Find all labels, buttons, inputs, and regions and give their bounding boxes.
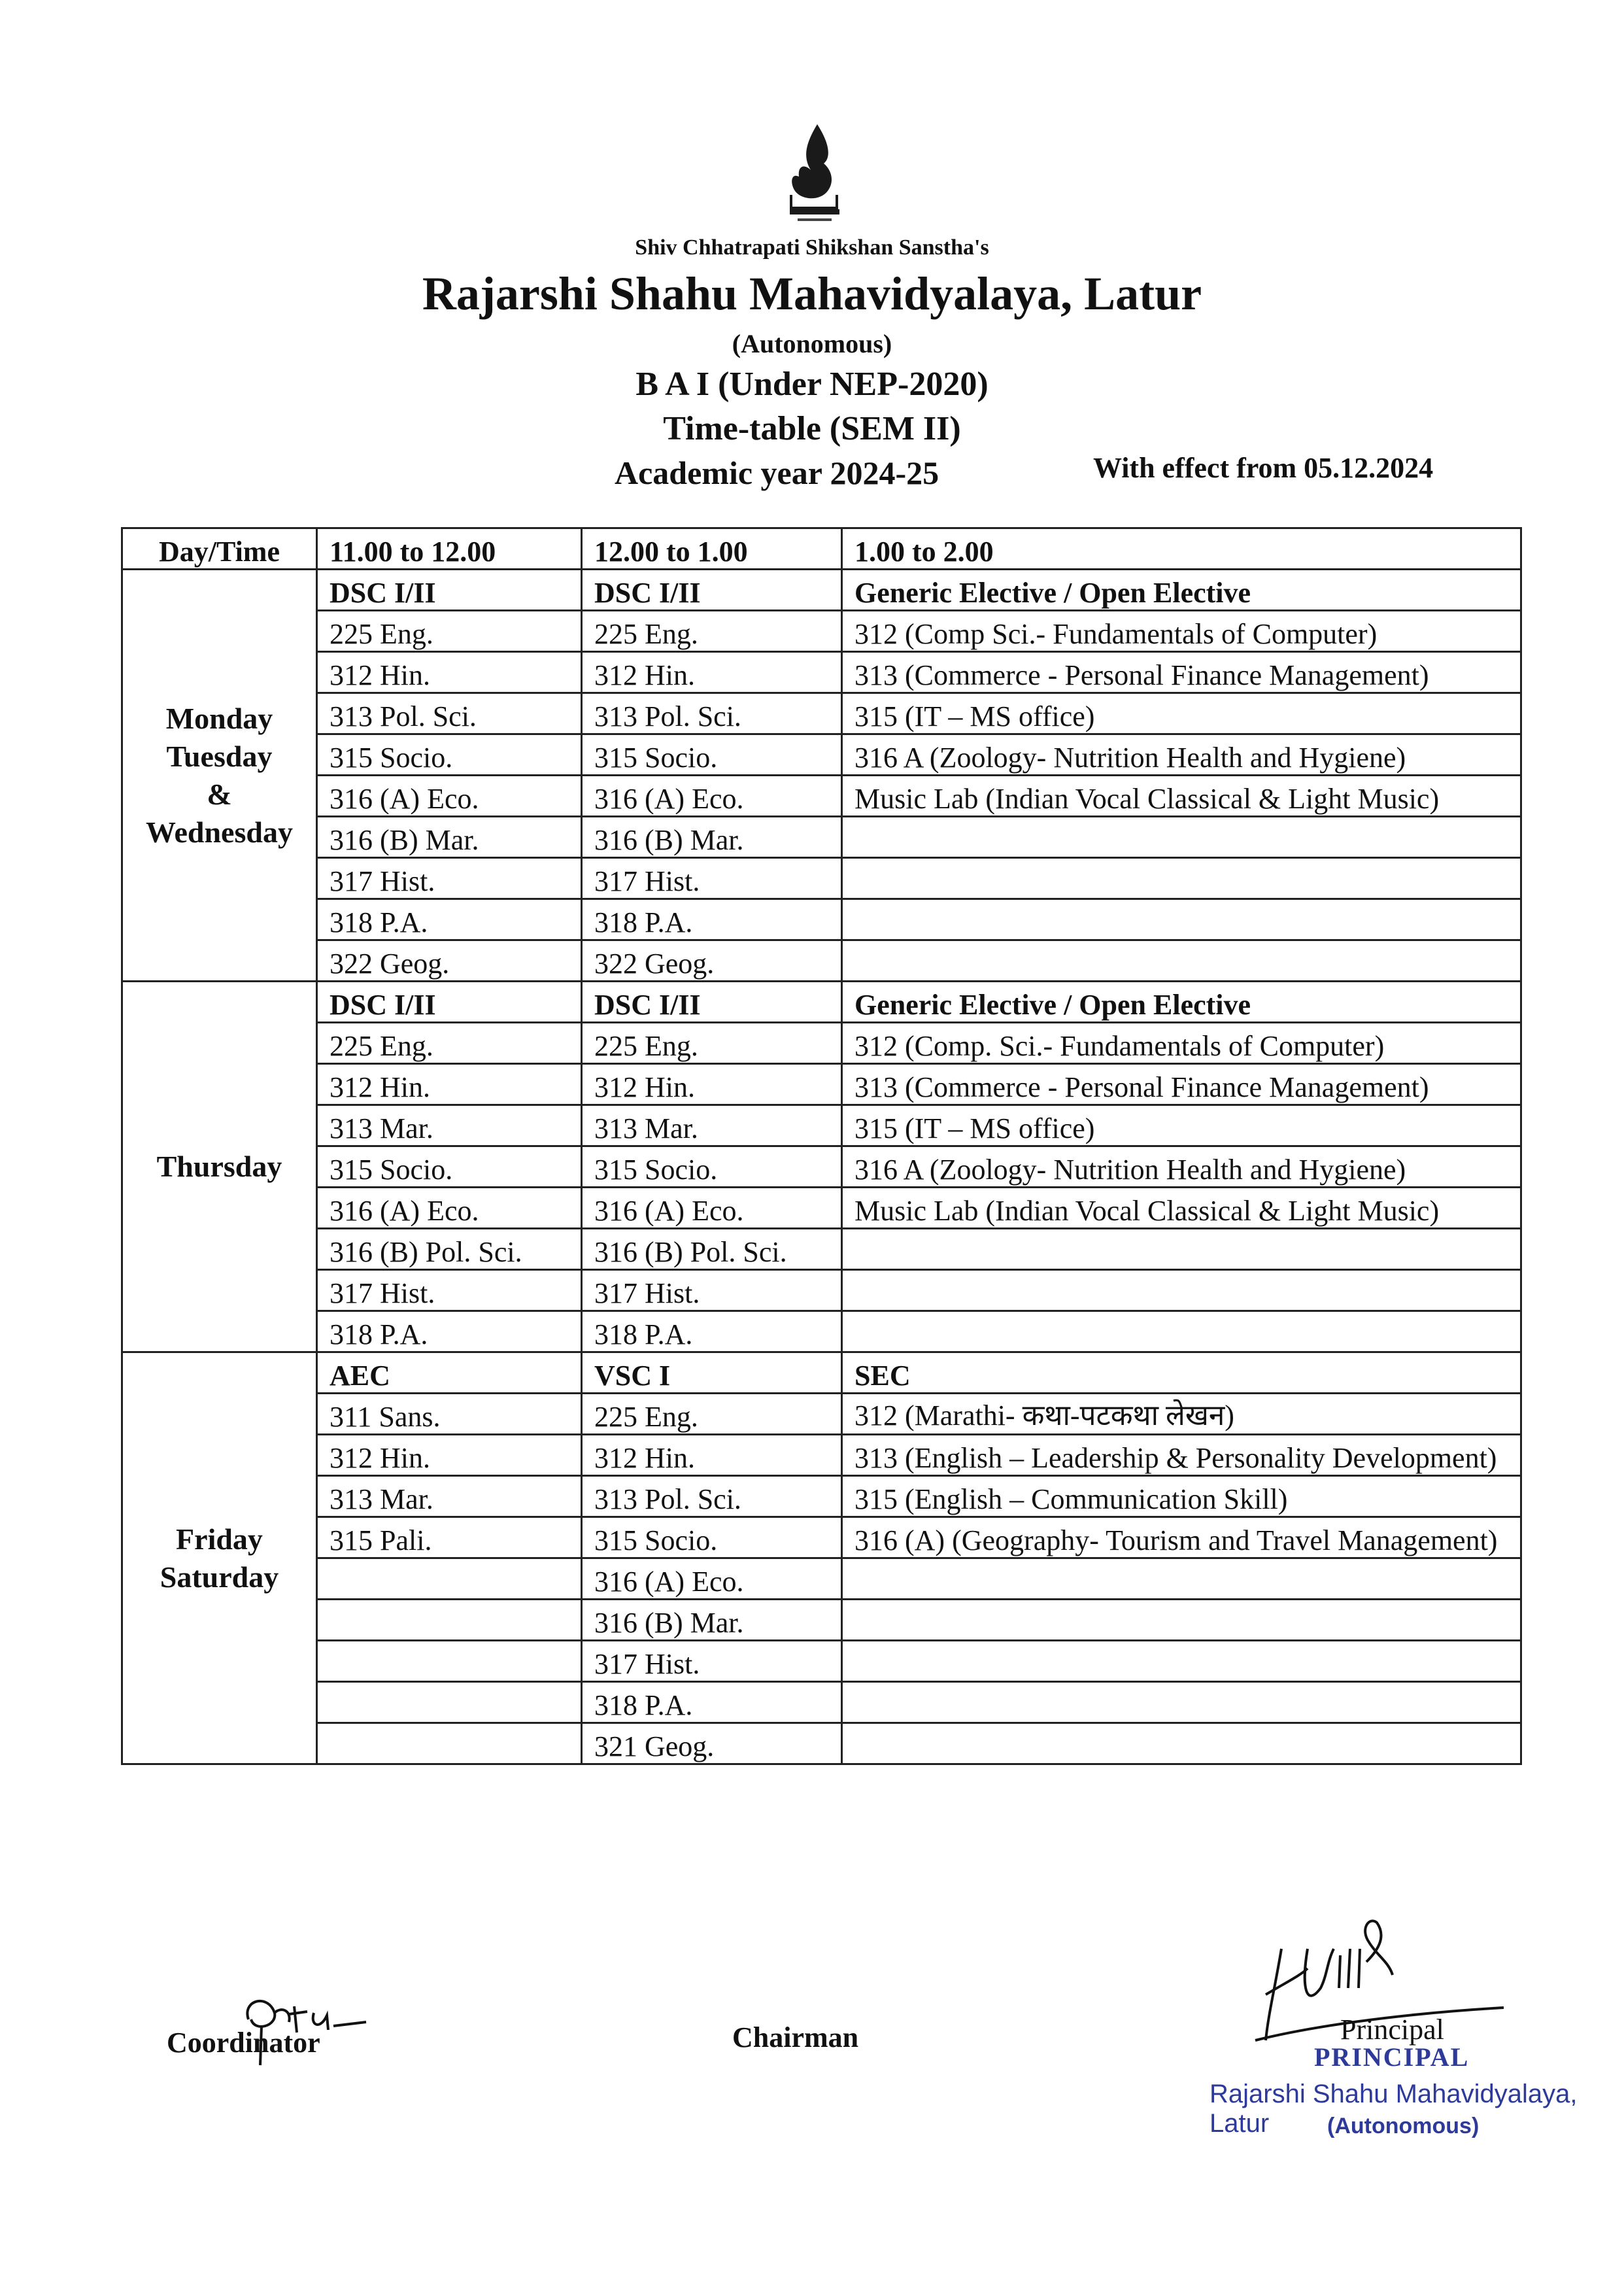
day-cell (122, 982, 317, 1352)
table-row (122, 1023, 1521, 1064)
table-row (122, 1229, 1521, 1270)
table-cell: 316 (A) Eco. (317, 776, 582, 817)
coordinator-label: Coordinator (167, 2027, 320, 2059)
table-cell (842, 1558, 1521, 1600)
table-cell: 316 (A) Eco. (582, 776, 842, 817)
table-row (122, 940, 1521, 982)
table-cell: 311 Sans. (317, 1394, 582, 1435)
table-cell: 318 P.A. (582, 899, 842, 940)
table-cell: 225 Eng. (317, 611, 582, 652)
table-cell: 316 (A) Eco. (582, 1558, 842, 1600)
table-row (122, 1682, 1521, 1723)
autonomous-status: (Autonomous) (732, 329, 892, 358)
course-title: B A I (Under NEP-2020) (635, 366, 989, 403)
column-header: 1.00 to 2.00 (842, 528, 1521, 570)
table-cell (842, 1641, 1521, 1682)
table-cell: 312 (Comp Sci.- Fundamentals of Computer) (842, 611, 1521, 652)
table-cell: 317 Hist. (582, 1641, 842, 1682)
table-row (122, 1394, 1521, 1435)
group-heading: SEC (842, 1352, 1521, 1394)
table-cell: 312 (Comp. Sci.- Fundamentals of Computer) (842, 1023, 1521, 1064)
day-label: Monday (165, 701, 273, 735)
table-row (122, 1146, 1521, 1188)
table-cell: Music Lab (Indian Vocal Classical & Light Music) (842, 1188, 1521, 1229)
table-row (122, 1270, 1521, 1311)
table-cell (842, 1682, 1521, 1723)
group-heading: DSC I/II (317, 982, 582, 1023)
table-row (122, 1105, 1521, 1146)
table-cell: 312 Hin. (317, 652, 582, 693)
table-cell: 321 Geog. (582, 1723, 842, 1764)
table-cell: 312 Hin. (582, 652, 842, 693)
table-cell: 318 P.A. (582, 1682, 842, 1723)
table-cell: 317 Hist. (317, 1270, 582, 1311)
column-header: 12.00 to 1.00 (582, 528, 842, 570)
table-row (122, 1311, 1521, 1352)
chairman-label: Chairman (732, 2021, 859, 2053)
day-cell (122, 570, 317, 982)
sanstha-name: Shiv Chhatrapati Shikshan Sanstha's (635, 235, 989, 260)
table-cell: 318 P.A. (317, 1311, 582, 1352)
table-cell: 312 Hin. (582, 1064, 842, 1105)
table-cell: 316 (B) Pol. Sci. (317, 1229, 582, 1270)
table-cell: 225 Eng. (582, 1394, 842, 1435)
table-cell: 313 Pol. Sci. (582, 693, 842, 734)
table-row (122, 1352, 1521, 1394)
table-cell: 316 A (Zoology- Nutrition Health and Hygiene) (842, 734, 1521, 776)
table-row (122, 1600, 1521, 1641)
day-label: Saturday (160, 1560, 279, 1594)
table-row (122, 570, 1521, 611)
group-heading: Generic Elective / Open Elective (842, 982, 1521, 1023)
table-cell: 313 Mar. (582, 1105, 842, 1146)
table-cell (317, 1723, 582, 1764)
group-heading: DSC I/II (582, 982, 842, 1023)
table-cell: 313 Mar. (317, 1105, 582, 1146)
table-cell: 315 Socio. (582, 734, 842, 776)
table-cell (317, 1682, 582, 1723)
table-row (122, 1641, 1521, 1682)
table-row (122, 611, 1521, 652)
table-cell: 316 (B) Mar. (582, 1600, 842, 1641)
table-cell: 313 Pol. Sci. (317, 693, 582, 734)
table-cell (317, 1641, 582, 1682)
academic-year: Academic year 2024-25 (615, 454, 939, 491)
table-cell: 315 (IT – MS office) (842, 1105, 1521, 1146)
table-row (122, 1517, 1521, 1558)
stamp-title: PRINCIPAL (1314, 2042, 1470, 2072)
table-cell: 312 Hin. (317, 1064, 582, 1105)
table-cell: 313 (Commerce - Personal Finance Management) (842, 652, 1521, 693)
table-cell (842, 1311, 1521, 1352)
stamp-autonomous: (Autonomous) (1327, 2114, 1480, 2138)
table-cell (842, 899, 1521, 940)
table-cell: 315 Pali. (317, 1517, 582, 1558)
table-cell (842, 817, 1521, 858)
table-cell: 225 Eng. (582, 1023, 842, 1064)
group-heading: Generic Elective / Open Elective (842, 570, 1521, 611)
table-cell: 322 Geog. (317, 940, 582, 982)
table-cell: 315 (IT – MS office) (842, 693, 1521, 734)
table-row (122, 652, 1521, 693)
group-heading: DSC I/II (582, 570, 842, 611)
table-header-row (122, 528, 1521, 570)
day-label: & (207, 777, 232, 811)
table-cell: 312 Hin. (582, 1435, 842, 1476)
table-row (122, 1558, 1521, 1600)
group-heading: VSC I (582, 1352, 842, 1394)
table-row (122, 1723, 1521, 1764)
column-header: Day/Time (122, 528, 317, 570)
table-cell: 316 A (Zoology- Nutrition Health and Hygiene) (842, 1146, 1521, 1188)
table-cell: 317 Hist. (317, 858, 582, 899)
day-label: Wednesday (146, 815, 293, 849)
table-cell: 225 Eng. (317, 1023, 582, 1064)
table-cell: 313 (Commerce - Personal Finance Management) (842, 1064, 1521, 1105)
table-row (122, 1064, 1521, 1105)
table-cell: 315 Socio. (582, 1517, 842, 1558)
principal-label: Principal (1340, 2014, 1444, 2046)
table-cell (317, 1600, 582, 1641)
table-row (122, 982, 1521, 1023)
college-name: Rajarshi Shahu Mahavidyalaya, Latur (422, 267, 1202, 320)
table-row (122, 1188, 1521, 1229)
table-cell: 313 Mar. (317, 1476, 582, 1517)
day-cell (122, 1352, 317, 1764)
table-cell: 313 Pol. Sci. (582, 1476, 842, 1517)
table-cell: 315 Socio. (317, 734, 582, 776)
group-heading: AEC (317, 1352, 582, 1394)
table-row (122, 899, 1521, 940)
table-row (122, 1476, 1521, 1517)
table-cell: 318 P.A. (582, 1311, 842, 1352)
timetable (121, 527, 1522, 1765)
table-row (122, 817, 1521, 858)
table-cell: 317 Hist. (582, 1270, 842, 1311)
table-cell: 322 Geog. (582, 940, 842, 982)
timetable-title: Time-table (SEM II) (663, 410, 961, 447)
table-cell (842, 1270, 1521, 1311)
table-row (122, 776, 1521, 817)
table-cell (842, 1229, 1521, 1270)
table-cell: 313 (English – Leadership & Personality Development) (842, 1435, 1521, 1476)
table-cell: 312 (Marathi- कथा-पटकथा लेखन) (842, 1394, 1521, 1435)
table-cell: 316 (B) Pol. Sci. (582, 1229, 842, 1270)
college-logo-icon (771, 118, 856, 229)
table-cell (842, 858, 1521, 899)
table-cell: 315 Socio. (317, 1146, 582, 1188)
table-cell: 316 (B) Mar. (582, 817, 842, 858)
table-cell (842, 1723, 1521, 1764)
table-cell: 315 (English – Communication Skill) (842, 1476, 1521, 1517)
table-row (122, 1435, 1521, 1476)
day-label: Tuesday (166, 739, 273, 773)
table-cell: 316 (A) Eco. (582, 1188, 842, 1229)
effective-date: With effect from 05.12.2024 (1093, 452, 1434, 484)
table-row (122, 858, 1521, 899)
group-heading: DSC I/II (317, 570, 582, 611)
table-cell: 312 Hin. (317, 1435, 582, 1476)
column-header: 11.00 to 12.00 (317, 528, 582, 570)
table-cell: 316 (B) Mar. (317, 817, 582, 858)
table-row (122, 693, 1521, 734)
table-cell (842, 940, 1521, 982)
table-cell: 315 Socio. (582, 1146, 842, 1188)
table-cell: 316 (A) Eco. (317, 1188, 582, 1229)
table-cell: Music Lab (Indian Vocal Classical & Light Music) (842, 776, 1521, 817)
table-cell (317, 1558, 582, 1600)
table-cell (842, 1600, 1521, 1641)
day-label: Thursday (156, 1150, 282, 1183)
table-cell: 318 P.A. (317, 899, 582, 940)
table-cell: 317 Hist. (582, 858, 842, 899)
table-cell: 225 Eng. (582, 611, 842, 652)
day-label: Friday (176, 1522, 263, 1556)
stamp-college-name: Rajarshi Shahu Mahavidyalaya, Latur (1210, 2080, 1578, 2138)
table-cell: 316 (A) (Geography- Tourism and Travel Management) (842, 1517, 1521, 1558)
table-row (122, 734, 1521, 776)
